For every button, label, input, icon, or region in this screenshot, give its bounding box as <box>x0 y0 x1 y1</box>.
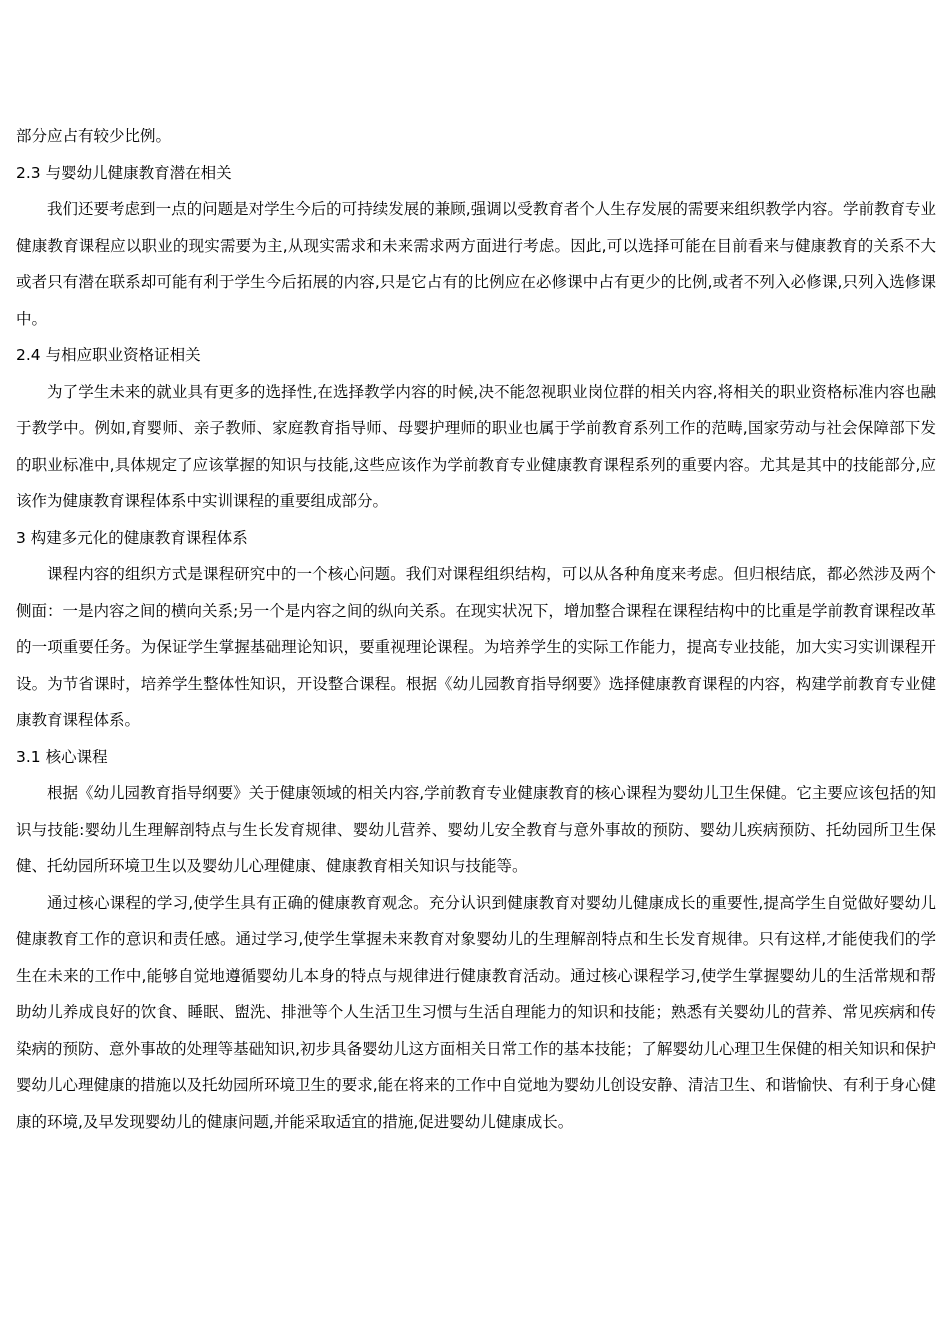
paragraph-continuation: 部分应占有较少比例。 <box>16 127 172 145</box>
section-heading-3-1: 3.1 核心课程 <box>16 747 108 766</box>
section-heading-2-3: 2.3 与婴幼儿健康教育潜在相关 <box>16 163 232 182</box>
body-paragraph: 为了学生未来的就业具有更多的选择性,在选择教学内容的时候,决不能忽视职业岗位群的相关内容,将相关的职业资格标准内容也融于教学中。例如,育婴师、亲子教师、家庭教育指导师、母婴护理师的职业也属于学前教育系列工作的范畴,国家劳动与社会保障部下发的职业标准中,具体规定了应该掌握的知识与技能,这些应该作为学前教育专业健康教育课程系列的重要内容。尤其是其中的技能部分,应该作为健康教育课程体系中实训课程的重要组成部分。 <box>16 382 936 510</box>
document-page <box>16 118 936 1140</box>
body-paragraph: 通过核心课程的学习,使学生具有正确的健康教育观念。充分认识到健康教育对婴幼儿健康成长的重要性,提高学生自觉做好婴幼儿健康教育工作的意识和责任感。通过学习,使学生掌握未来教育对象婴幼儿的生理解剖特点和生长发育规律。只有这样,才能使我们的学生在未来的工作中,能够自觉地遵循婴幼儿本身的特点与规律进行健康教育活动。通过核心课程学习,使学生掌握婴幼儿的生活常规和帮助幼儿养成良好的饮食、睡眠、盥洗、排泄等个人生活卫生习惯与生活自理能力的知识和技能；熟悉有关婴幼儿的营养、常见疾病和传染病的预防、意外事故的处理等基础知识,初步具备婴幼儿这方面相关日常工作的基本技能；了解婴幼儿心理卫生保健的相关知识和保护婴幼儿心理健康的措施以及托幼园所环境卫生的要求,能在将来的工作中自觉地为婴幼儿创设安静、清洁卫生、和谐愉快、有利于身心健康的环境,及早发现婴幼儿的健康问题,并能采取适宜的措施,促进婴幼儿健康成长。 <box>16 893 936 1131</box>
body-paragraph: 课程内容的组织方式是课程研究中的一个核心问题。我们对课程组织结构，可以从各种角度来考虑。但归根结底，都必然涉及两个侧面：一是内容之间的横向关系;另一个是内容之间的纵向关系。在现实状况下，增加整合课程在课程结构中的比重是学前教育课程改革的一项重要任务。为保证学生掌握基础理论知识，要重视理论课程。为培养学生的实际工作能力，提高专业技能，加大实习实训课程开设。为节省课时，培养学生整体性知识，开设整合课程。根据《幼儿园教育指导纲要》选择健康教育课程的内容，构建学前教育专业健康教育课程体系。 <box>16 565 936 729</box>
body-paragraph: 根据《幼儿园教育指导纲要》关于健康领域的相关内容,学前教育专业健康教育的核心课程为婴幼儿卫生保健。它主要应该包括的知识与技能:婴幼儿生理解剖特点与生长发育规律、婴幼儿营养、婴幼儿安全教育与意外事故的预防、婴幼儿疾病预防、托幼园所卫生保健、托幼园所环境卫生以及婴幼儿心理健康、健康教育相关知识与技能等。 <box>16 784 936 875</box>
section-heading-2-4: 2.4 与相应职业资格证相关 <box>16 346 201 364</box>
body-paragraph: 我们还要考虑到一点的问题是对学生今后的可持续发展的兼顾,强调以受教育者个人生存发展的需要来组织教学内容。学前教育专业健康教育课程应以职业的现实需要为主,从现实需求和未来需求两方面进行考虑。因此,可以选择可能在目前看来与健康教育的关系不大或者只有潜在联系却可能有利于学生今后拓展的内容,只是它占有的比例应在必修课中占有更少的比例,或者不列入必修课,只列入选修课中。 <box>16 200 936 328</box>
section-heading-3: 3 构建多元化的健康教育课程体系 <box>16 528 248 547</box>
